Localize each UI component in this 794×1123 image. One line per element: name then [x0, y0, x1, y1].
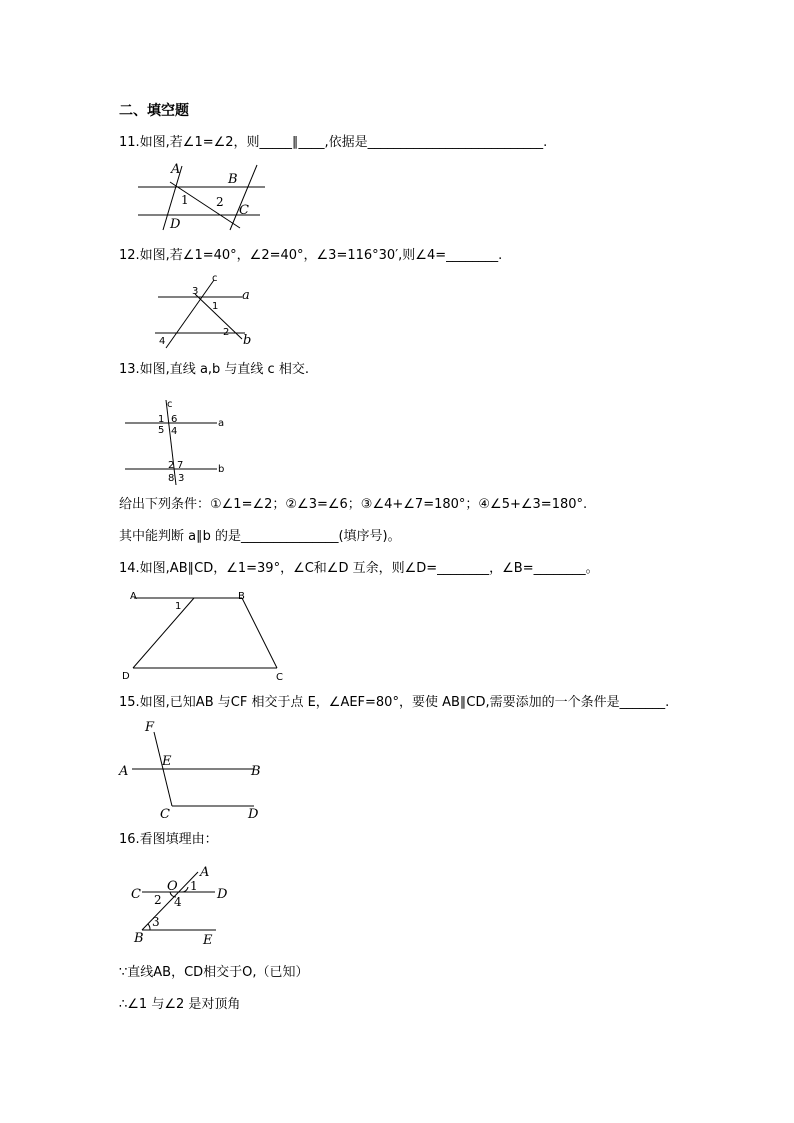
q14-label-D: D	[122, 671, 130, 682]
q16-angle-1: 1	[190, 879, 198, 893]
q14-label-C: C	[276, 672, 283, 683]
q13-label-c: c	[167, 399, 173, 410]
question-13: 13.如图,直线 a,b 与直线 c 相交.	[119, 362, 309, 377]
q15-figure	[117, 718, 267, 823]
q16-label-A: A	[200, 865, 210, 880]
q12-figure	[150, 272, 260, 352]
q14-label-B: B	[238, 591, 245, 602]
q15-label-A: A	[119, 764, 129, 779]
q15-label-C: C	[160, 807, 170, 822]
q11-angle-2: 2	[216, 195, 224, 209]
q13-angle-6: 6	[171, 414, 178, 425]
question-14: 14.如图,AB∥CD，∠1=39°，∠C和∠D 互余，则∠D=________，∠B=________。	[119, 561, 599, 576]
q16-figure	[128, 860, 238, 950]
q11-label-B: B	[228, 172, 238, 187]
q11-label-C: C	[239, 203, 249, 218]
question-16-line-1: ∵直线AB，CD相交于O,（已知）	[119, 965, 309, 980]
question-16-line-2: ∴∠1 与∠2 是对顶角	[119, 997, 241, 1012]
q13-angle-5: 5	[158, 425, 165, 436]
section-title: 二、填空题	[119, 103, 189, 119]
q16-angle-3: 3	[152, 915, 160, 929]
q15-label-D: D	[248, 807, 259, 822]
q16-label-O: O	[167, 879, 178, 894]
q13-angle-4: 4	[171, 426, 178, 437]
q13-angle-3: 3	[178, 473, 185, 484]
q12-angle-3: 3	[192, 286, 199, 297]
q12-label-a: a	[242, 288, 250, 303]
q12-angle-4: 4	[159, 336, 166, 347]
q13-figure	[120, 397, 235, 487]
q15-label-F: F	[145, 720, 155, 735]
q13-label-a: a	[218, 418, 225, 429]
q16-angle-4: 4	[174, 895, 182, 909]
q16-label-D: D	[217, 887, 228, 902]
q13-angle-8: 8	[168, 473, 175, 484]
q15-label-B: B	[251, 764, 261, 779]
question-16: 16.看图填理由：	[119, 832, 218, 847]
q12-angle-1: 1	[212, 301, 219, 312]
q14-label-A: A	[130, 591, 137, 602]
question-13-ask: 其中能判断 a∥b 的是_______________(填序号)。	[119, 529, 401, 544]
question-12: 12.如图,若∠1=40°，∠2=40°，∠3=116°30′,则∠4=________.	[119, 248, 503, 263]
question-15: 15.如图,已知AB 与CF 相交于点 E，∠AEF=80°，要使 AB∥CD,需要添加的一个条件是_______.	[119, 695, 670, 710]
q11-angle-1: 1	[181, 193, 189, 207]
q13-angle-2: 2	[168, 460, 175, 471]
q13-angle-1: 1	[158, 414, 165, 425]
q16-label-B: B	[134, 931, 144, 946]
q13-angle-7: 7	[177, 460, 184, 471]
q13-label-b: b	[218, 464, 225, 475]
q12-label-b: b	[243, 333, 252, 348]
question-13-conditions: 给出下列条件：①∠1=∠2；②∠3=∠6；③∠4+∠7=180°；④∠5+∠3=180°.	[119, 497, 588, 512]
q11-label-A: A	[171, 162, 181, 177]
q11-figure	[135, 160, 270, 235]
q14-figure	[118, 587, 293, 684]
question-11: 11.如图,若∠1=∠2，则_____∥____,依据是___________________________.	[119, 135, 548, 150]
q14-angle-1: 1	[175, 601, 182, 612]
q11-label-D: D	[170, 217, 181, 232]
q16-label-E: E	[203, 933, 213, 948]
q16-label-C: C	[131, 887, 141, 902]
q15-label-E: E	[162, 754, 172, 769]
q12-label-c: c	[212, 273, 218, 284]
q12-angle-2: 2	[223, 327, 230, 338]
q16-angle-2: 2	[154, 893, 162, 907]
